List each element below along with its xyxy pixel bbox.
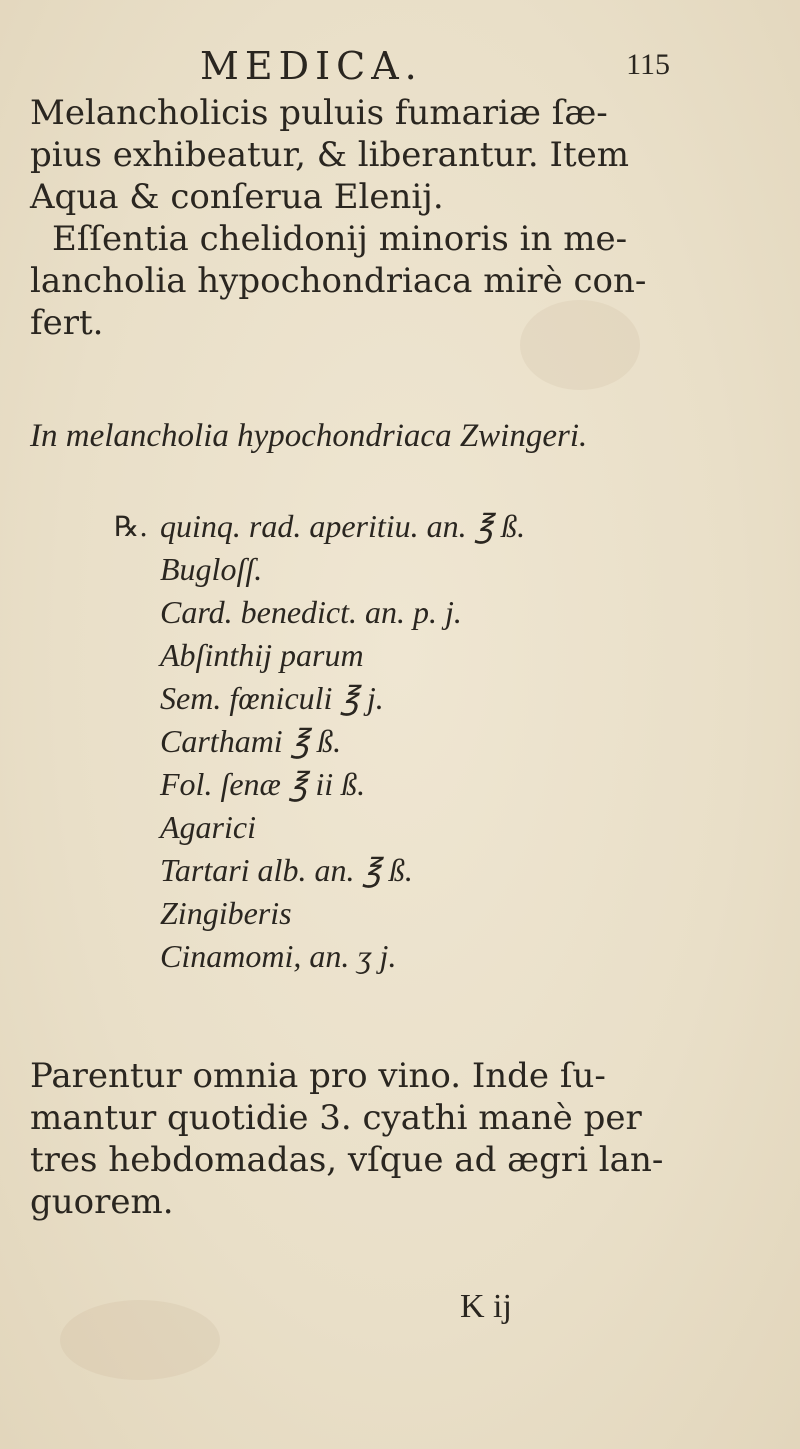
text-line: pius exhibeatur, & liberantur. Item <box>30 135 629 175</box>
text-line: Aqua & conſerua Elenij. <box>30 177 444 217</box>
recipe-heading: In melancholia hypochondriaca Zwingeri. <box>30 418 588 454</box>
recipe-line: Cinamomi, an. ʒ j. <box>160 938 397 974</box>
recipe-line: Zingiberis <box>160 895 292 931</box>
text-line: Melancholicis puluis fumariæ ſæ- <box>30 93 608 133</box>
text-line: guorem. <box>30 1182 174 1222</box>
recipe-line: Fol. ſenæ ℥ ii ß. <box>160 766 366 802</box>
text-line: fert. <box>30 303 104 343</box>
text-line: Eſſentia chelidonij minoris in me- <box>52 219 628 259</box>
recipe-line: Tartari alb. an. ℥ ß. <box>160 852 413 888</box>
recipe-list <box>114 505 720 978</box>
recipe-line: quinq. rad. aperitiu. an. ℥ ß. <box>160 508 526 544</box>
recipe-line: Card. benedict. an. p. j. <box>160 594 462 630</box>
recipe-line: Sem. fœniculi ℥ j. <box>160 680 384 716</box>
running-head-title: MEDICA. <box>200 44 423 88</box>
rx-symbol: ℞. <box>114 510 149 543</box>
paragraph-essentia <box>30 218 770 344</box>
recipe-line: Agarici <box>160 809 256 845</box>
text-line: mantur quotidie 3. cyathi manè per <box>30 1098 642 1138</box>
text-line: lancholia hypochondriaca mirè con- <box>30 261 647 301</box>
signature-mark: K ij <box>460 1288 512 1325</box>
paragraph-melancholicis <box>30 92 770 218</box>
text-line: Parentur omnia pro vino. Inde ſu- <box>30 1056 606 1096</box>
text-line: tres hebdomadas, vſque ad ægri lan- <box>30 1140 664 1180</box>
recipe-line: Carthami ℥ ß. <box>160 723 342 759</box>
page-number: 115 <box>626 48 670 81</box>
paper-stain <box>60 1300 220 1380</box>
recipe-line: Bugloſſ. <box>160 551 263 587</box>
running-head <box>200 44 670 94</box>
paragraph-parentur <box>30 1055 770 1223</box>
recipe-line: Abſinthij parum <box>160 637 364 673</box>
